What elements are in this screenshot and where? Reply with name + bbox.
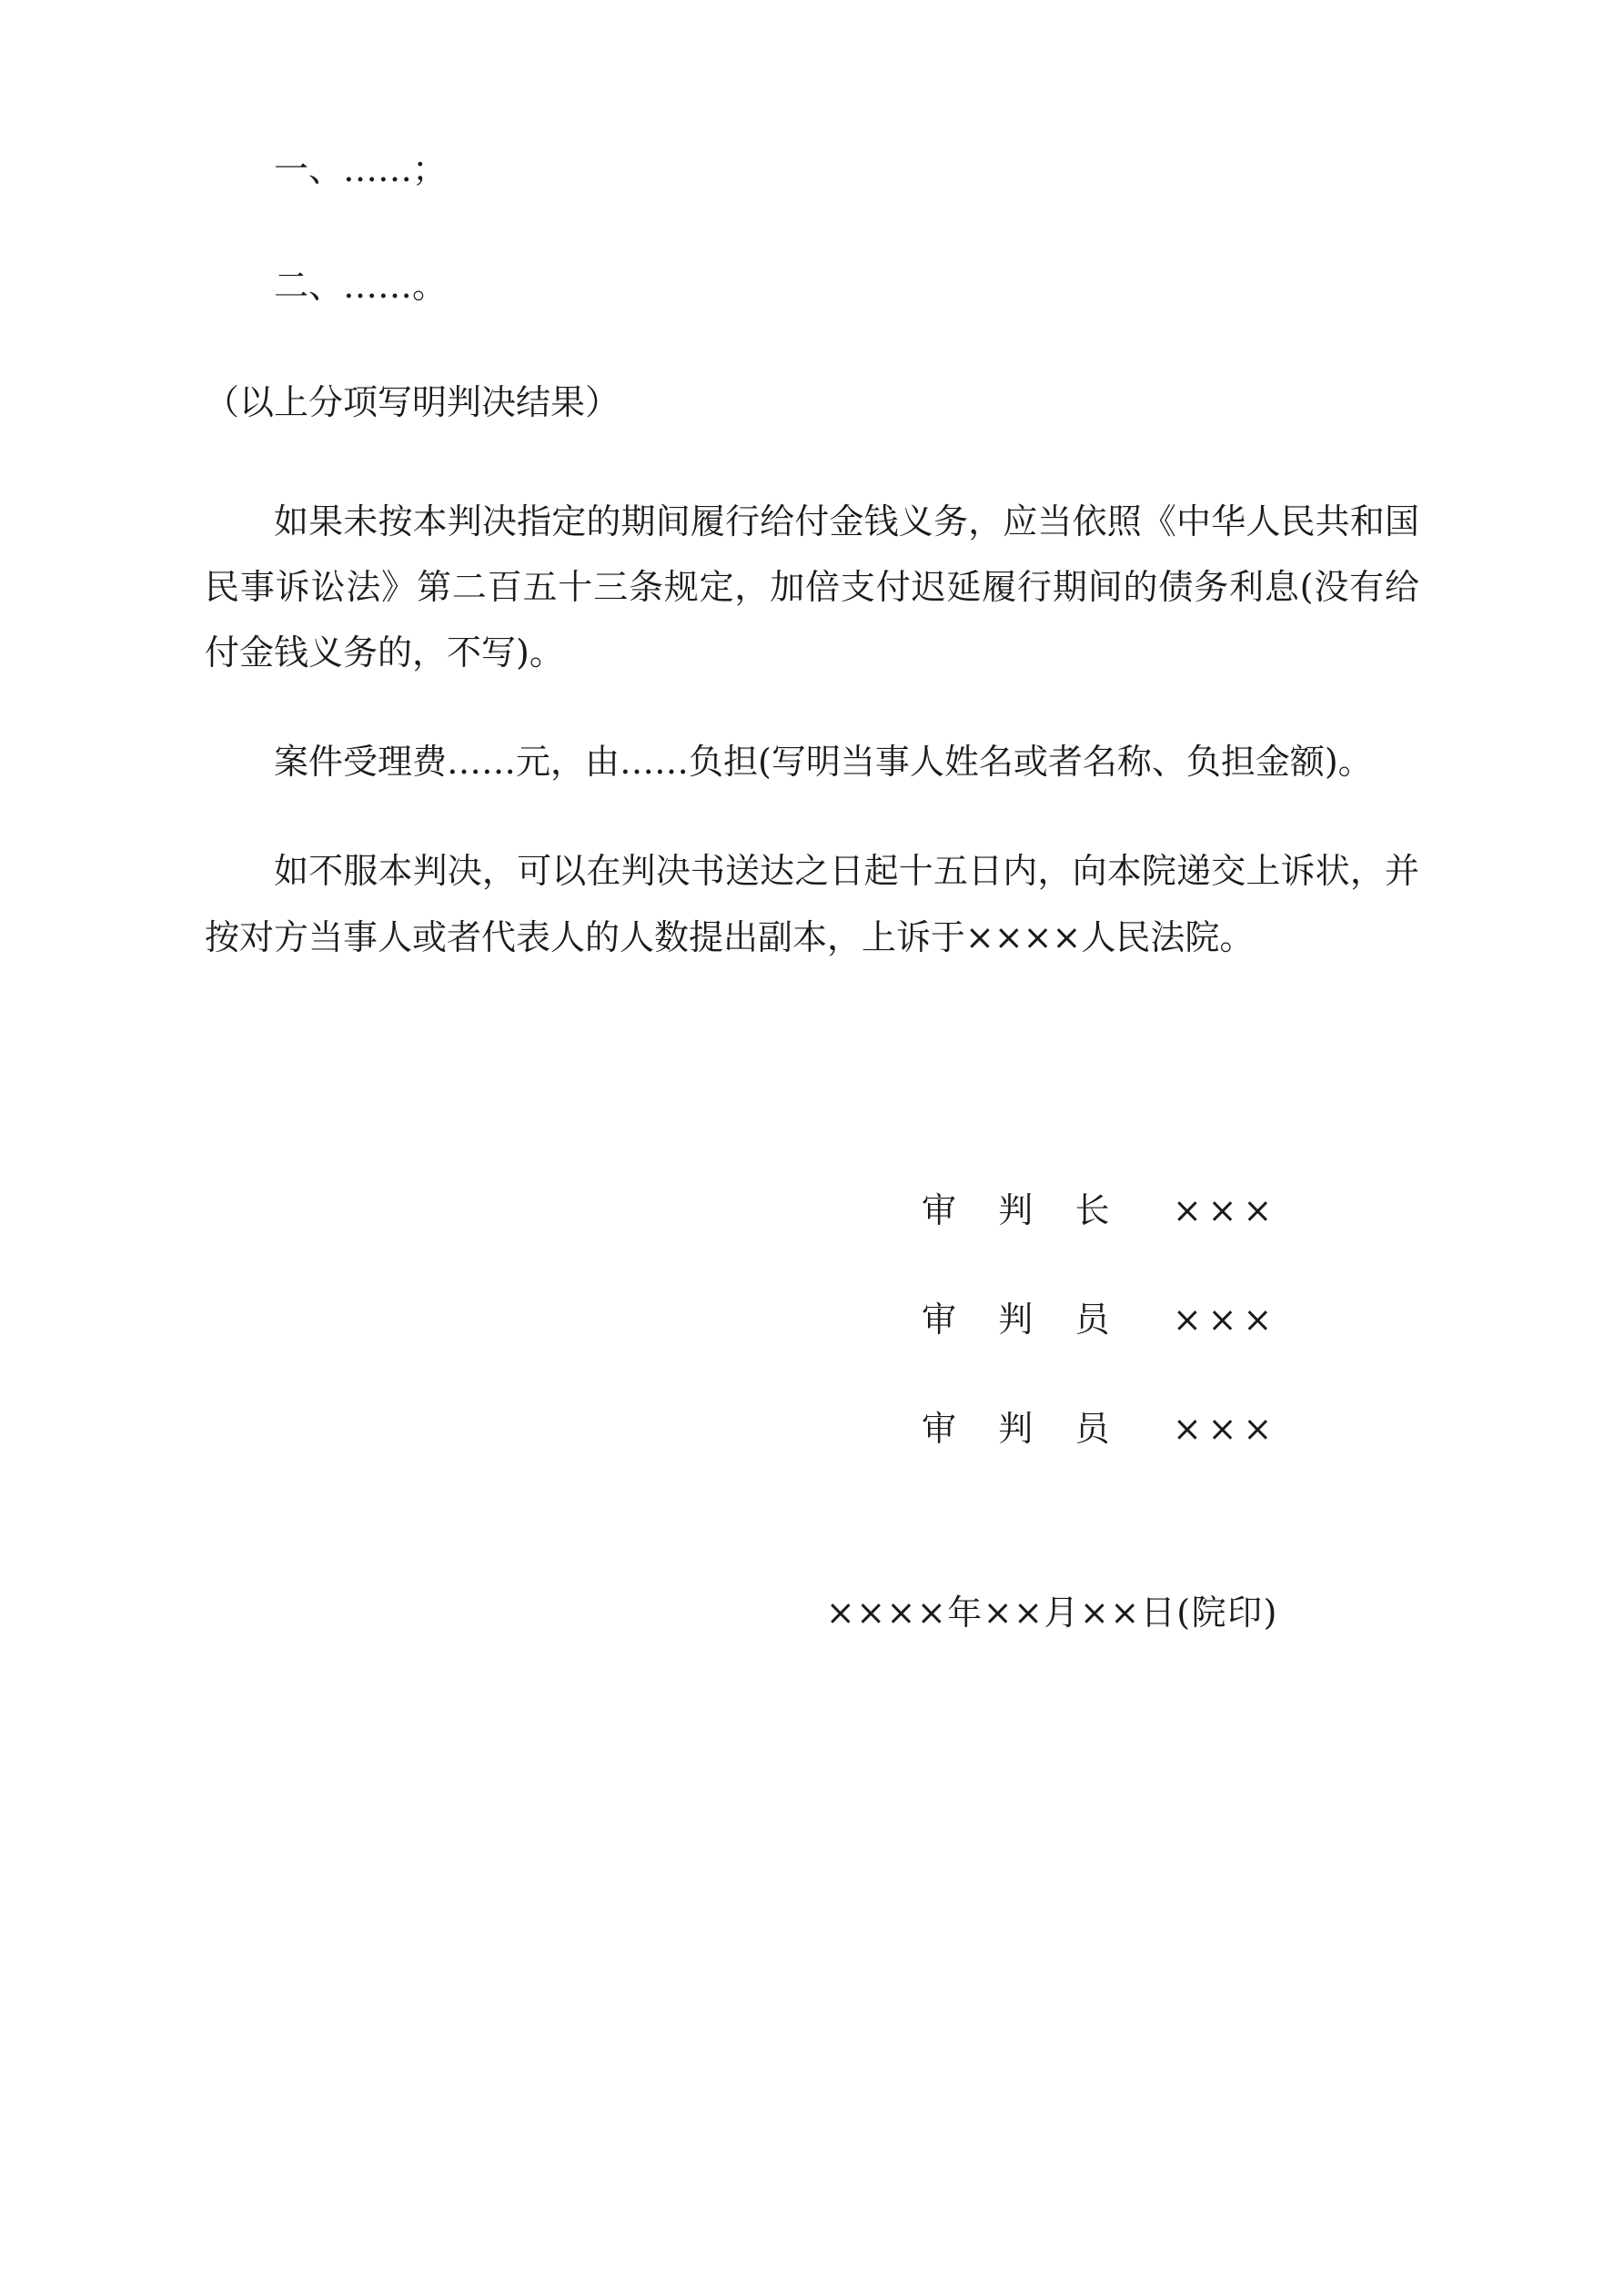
signature-role-judge-2: 审 判 员 (922, 1409, 1125, 1450)
signature-row-judge-2 (205, 1396, 1278, 1462)
signature-row-judge-1 (205, 1287, 1278, 1352)
signature-row-presiding-judge (205, 1178, 1278, 1243)
judgment-items-note: （以上分项写明判决结果） (205, 382, 620, 423)
signature-name-presiding-judge: ××× (1172, 1189, 1278, 1230)
signature-block (205, 1178, 1419, 1462)
judgment-item-1: 一、……； (274, 149, 448, 189)
signature-role-presiding-judge: 审 判 长 (922, 1189, 1125, 1230)
signature-role-judge-1: 审 判 员 (922, 1299, 1125, 1340)
signature-spacer (205, 1014, 1419, 1178)
paragraph-delayed-performance: 如果未按本判决指定的期间履行给付金钱义务，应当依照《中华人民共和国民事诉讼法》第二百五十三条规定，加倍支付迟延履行期间的债务利息(没有给付金钱义务的，不写)。 (205, 501, 1419, 673)
document-date: ××××年××月××日(院印) (825, 1593, 1278, 1633)
document-body (205, 137, 1419, 1645)
signature-name-judge-2: ××× (1172, 1409, 1278, 1450)
paragraph-appeal-notice: 如不服本判决，可以在判决书送达之日起十五日内，向本院递交上诉状，并按对方当事人或者代表人的人数提出副本，上诉于××××人民法院。 (205, 851, 1419, 957)
signature-name-judge-1: ××× (1172, 1299, 1278, 1340)
paragraph-case-acceptance-fee: 案件受理费……元，由……负担(写明当事人姓名或者名称、负担金额)。 (274, 742, 1373, 783)
judgment-item-2: 二、……。 (274, 266, 448, 307)
